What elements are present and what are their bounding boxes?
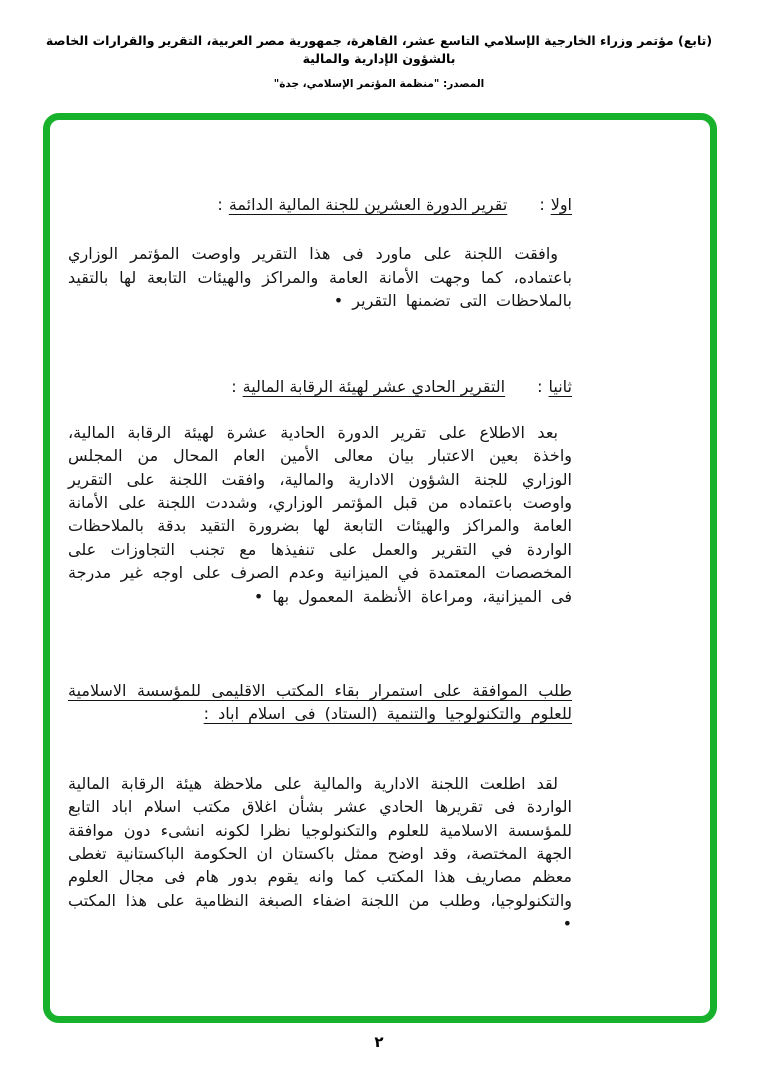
header-title: (تابع) مؤتمر وزراء الخارجية الإسلامي التاسع عشر، القاهرة، جمهورية مصر العربية، التقرير والقرارات الخاصة بالشؤون الإدارية والمالية xyxy=(45,33,713,67)
section-2-heading xyxy=(68,375,572,398)
section-2-colon: : xyxy=(537,377,543,397)
page-header xyxy=(0,32,758,90)
section-2-paragraph: بعد الاطلاع على تقرير الدورة الحادية عشرة لهيئة الرقابة المالية، واخذة بعين الاعتبار بيان معالى الأمين العام المحال من المجلس الوزاري للجنة الشؤون الادارية والمالية، وافقت اللجنة على التقرير واوصت باعتماده من قبل المؤتمر الوزاري، وشددت اللجنة على الأمانة العامة والمراكز والهيئات التابعة لها بضرورة التقيد بدقة بالملاحظات الواردة في التقرير والعمل على تنفيذها مع تجنب التجاوزات على المخصصات المعتمدة في الميزانية وعدم الصرف على اوجه غير مدرجة فى الميزانية، ومراعاة الأنظمة المعمول بها • xyxy=(68,422,572,606)
section-3-title: طلب الموافقة على استمرار بقاء المكتب الاقليمى للمؤسسة الاسلامية للعلوم والتكنولوجيا والتنمية (الستاد) فى اسلام اباد : xyxy=(68,680,572,724)
section-3-paragraph: لقد اطلعت اللجنة الادارية والمالية على ملاحظة هيئة الرقابة المالية الواردة فى تقريرها الحادي عشر بشأن اغلاق مكتب اسلام اباد التابع للمؤسسة الاسلامية للعلوم والتكنولوجيا نظرا لكونه انشىء دون موافقة الجهة المختصة، وقد اوضح ممثل باكستان ان الحكومة الباكستانية تغطى معظم مصاريف هذا المكتب كما وانه يقوم بدور هام فى مجال العلوم والتكنولوجيا، وطلب من اللجنة اضفاء الصبغة النظامية على هذا المكتب • xyxy=(68,773,572,934)
header-source: المصدر: "منظمة المؤتمر الإسلامي، جدة" xyxy=(273,78,485,91)
section-2-label: ثانيا xyxy=(548,377,572,397)
page-footer xyxy=(0,1033,758,1051)
section-2-title: التقرير الحادي عشر لهيئة الرقابة المالية xyxy=(242,377,506,397)
section-1-heading xyxy=(68,193,572,216)
section-1-paragraph: وافقت اللجنة على ماورد فى هذا التقرير واوصت المؤتمر الوزاري باعتماده، كما وجهت الأمانة العامة والمراكز والهيئات التابعة لها بالتقيد بالملاحظات التى تضمنها التقرير • xyxy=(68,244,572,311)
section-1-title: تقرير الدورة العشرين للجنة المالية الدائمة xyxy=(228,195,508,214)
document-content xyxy=(68,193,572,975)
page-number: ٢ xyxy=(374,1033,384,1051)
section-2-title-colon: : xyxy=(231,377,237,397)
section-1-label: اولا xyxy=(550,195,572,214)
section-1-title-colon: : xyxy=(217,195,223,214)
section-1-colon: : xyxy=(539,195,545,214)
